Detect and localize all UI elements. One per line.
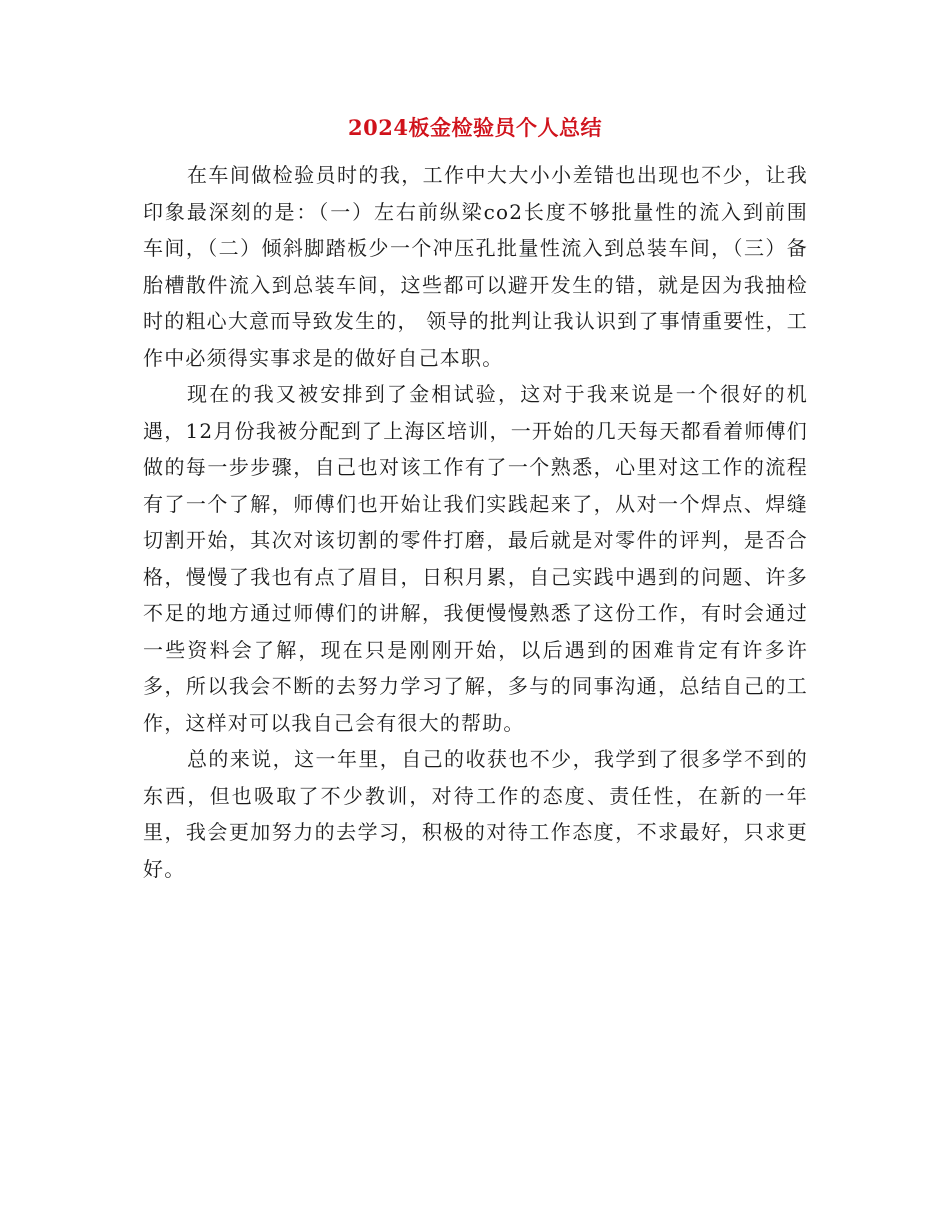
paragraph-3: 总的来说，这一年里，自己的收获也不少，我学到了很多学不到的东西，但也吸取了不少教训，对待工作的态度、责任性，在新的一年里，我会更加努力的去学习，积极的对待工作态度，不求最好，只求更好。 [143, 747, 808, 881]
paragraph-1: 在车间做检验员时的我，工作中大大小小差错也出现也不少，让我印象最深刻的是：（一）左右前纵梁co2长度不够批量性的流入到前围车间，（二）倾斜脚踏板少一个冲压孔批量性流入到总装车间，（三）备胎槽散件流入到总装车间，这些都可以避开发生的错，就是因为我抽检时的粗心大意而导致发生的， 领导的批判让我认识到了事情重要性，工作中必须得实事求是的做好自己本职。 [143, 163, 808, 370]
paragraph-2: 现在的我又被安排到了金相试验，这对于我来说是一个很好的机遇，12月份我被分配到了上海区培训，一开始的几天每天都看着师傅们做的每一步步骤，自己也对该工作有了一个熟悉，心里对这工作的流程有了一个了解，师傅们也开始让我们实践起来了，从对一个焊点、焊缝切割开始，其次对该切割的零件打磨，最后就是对零件的评判，是否合格，慢慢了我也有点了眉目，日积月累，自己实践中遇到的问题、许多不足的地方通过师傅们的讲解，我便慢慢熟悉了这份工作，有时会通过一些资料会了解，现在只是刚刚开始，以后遇到的困难肯定有许多许多，所以我会不断的去努力学习了解，多与的同事沟通，总结自己的工作，这样对可以我自己会有很大的帮助。 [143, 382, 808, 735]
document-title: 2024板金检验员个人总结 [348, 115, 602, 140]
document-body [143, 157, 808, 887]
